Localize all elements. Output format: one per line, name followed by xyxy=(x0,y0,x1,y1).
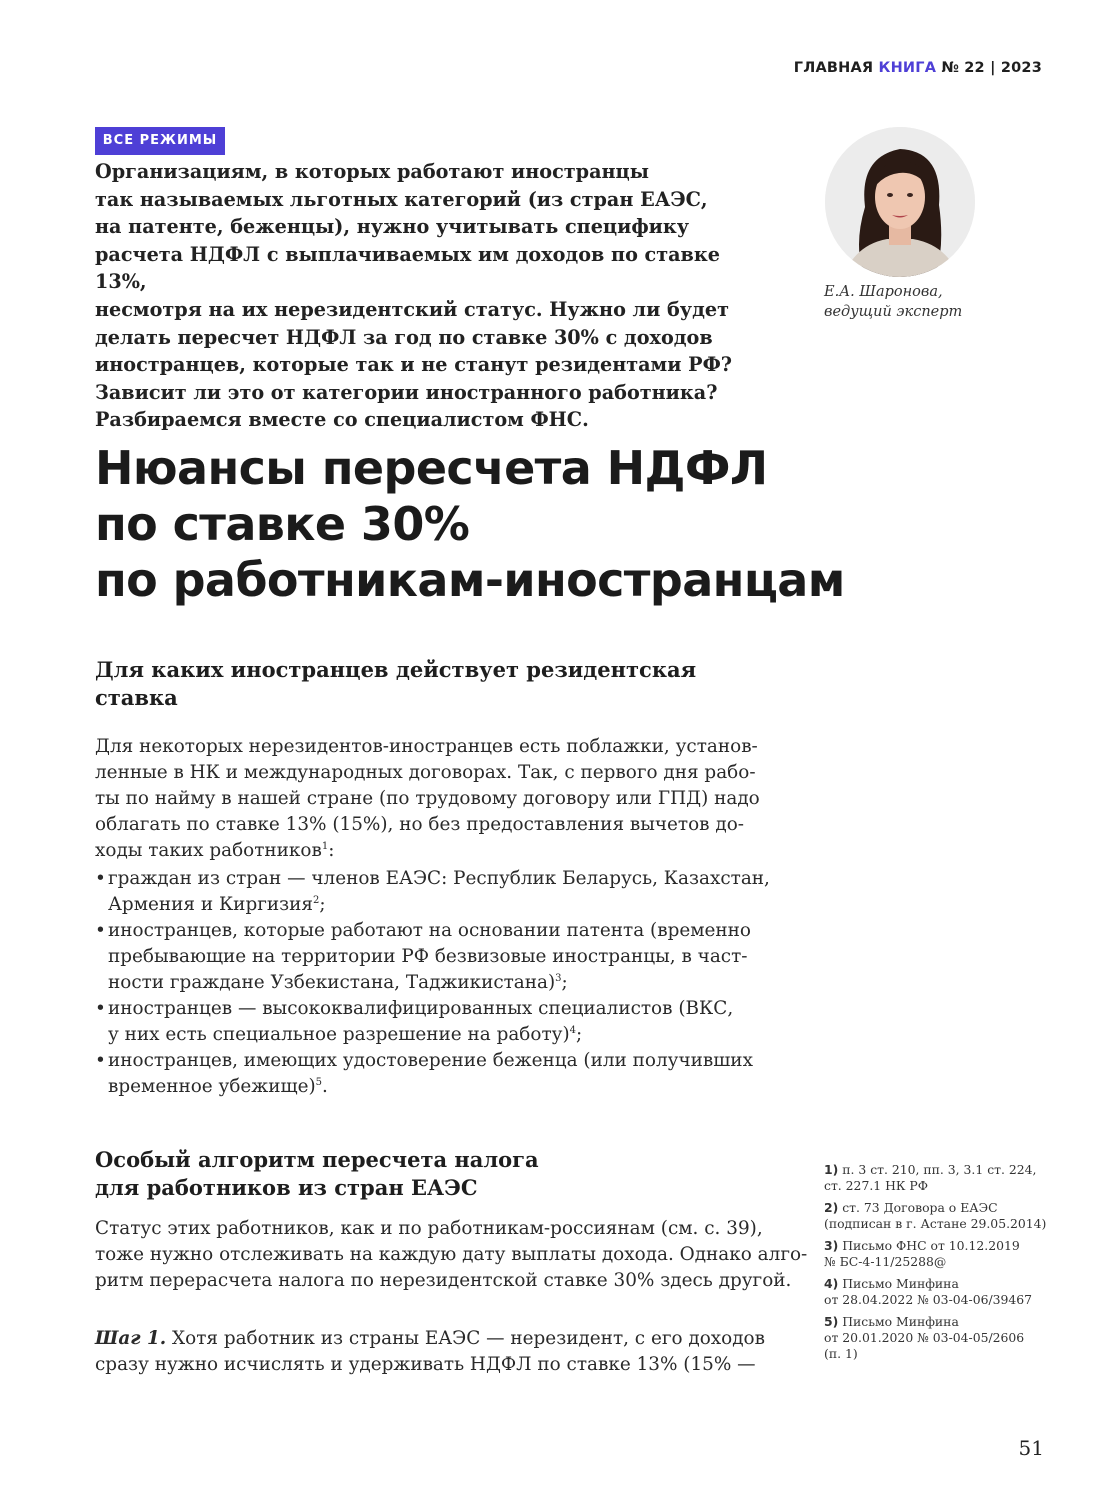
author-photo xyxy=(825,127,975,277)
text-fragment: п. 3 ст. 210, пп. 3, 3.1 ст. 224, xyxy=(838,1162,1037,1177)
text-line: (п. 1) xyxy=(824,1346,858,1361)
text-line: сразу нужно исчислять и удерживать НДФЛ по ставке 13% (15% — xyxy=(95,1354,756,1375)
step-paragraph xyxy=(95,1326,785,1378)
text-fragment: ности граждане Узбекистана, Таджикистана) xyxy=(108,972,556,993)
text-line: иностранцев — высококвалифицированных специалистов (ВКС, xyxy=(108,998,734,1019)
author-caption xyxy=(824,282,1024,322)
text-line: иностранцев, которые работают на основании патента (временно xyxy=(108,920,751,941)
punctuation: ; xyxy=(561,972,568,993)
lead-line: Разбираемся вместе со специалистом ФНС. xyxy=(95,408,589,432)
list-item xyxy=(95,1048,795,1100)
magazine-name-accent: КНИГА xyxy=(878,60,937,76)
lead-line: Организациям, в которых работают иностранцы xyxy=(95,160,649,183)
text-line xyxy=(824,1314,1064,1330)
bullet-icon: • xyxy=(95,868,106,889)
magazine-name: ГЛАВНАЯ xyxy=(793,60,874,76)
section-heading-residents xyxy=(95,656,795,712)
text-line: ты по найму в нашей стране (по трудовому договору или ГПД) надо xyxy=(95,788,760,809)
footnote-item xyxy=(824,1314,1064,1362)
text-fragment: временное убежище) xyxy=(108,1076,316,1097)
text-line: от 28.04.2022 № 03-04-06/39467 xyxy=(824,1292,1033,1307)
section2-paragraph xyxy=(95,1216,808,1294)
lead-line: делать пересчет НДФЛ за год по ставке 30% с доходов xyxy=(95,325,713,349)
lead-line: расчета НДФЛ с выплачиваемых им доходов по ставке 13%, xyxy=(95,242,720,294)
text-fragment: Армения и Киргизия xyxy=(108,894,313,915)
text-line xyxy=(108,970,795,996)
author-portrait-icon xyxy=(825,127,975,277)
text-line: ст. 227.1 НК РФ xyxy=(824,1178,929,1193)
punctuation: : xyxy=(328,840,335,861)
heading-line: ставка xyxy=(95,685,178,710)
footnote-item xyxy=(824,1200,1064,1232)
text-line xyxy=(824,1200,1064,1216)
text-line xyxy=(824,1276,1064,1292)
heading-line: Особый алгоритм пересчета налога xyxy=(95,1147,539,1172)
footnotes xyxy=(824,1162,1064,1368)
text-line xyxy=(824,1238,1064,1254)
footnote-number: 2) xyxy=(824,1200,839,1215)
lead-paragraph xyxy=(95,158,775,434)
author-role: ведущий эксперт xyxy=(824,304,963,320)
footnote-ref: 3 xyxy=(555,972,562,984)
footnote-number: 5) xyxy=(824,1314,839,1329)
text-line: граждан из стран — членов ЕАЭС: Республик Беларусь, Казахстан, xyxy=(108,868,770,889)
list-item xyxy=(95,918,795,996)
text-line xyxy=(95,1326,785,1352)
rubric-badge: ВСЕ РЕЖИМЫ xyxy=(95,127,225,155)
text-line: ритм перерасчета налога по нерезидентской ставке 30% здесь другой. xyxy=(95,1270,792,1291)
footnote-item xyxy=(824,1276,1064,1308)
lead-line: несмотря на их нерезидентский статус. Нужно ли будет xyxy=(95,297,729,321)
running-head xyxy=(794,60,1042,76)
article-title xyxy=(95,440,995,608)
text-fragment: Письмо ФНС от 10.12.2019 xyxy=(838,1238,1020,1253)
text-line xyxy=(824,1162,1064,1178)
footnote-item xyxy=(824,1162,1064,1194)
text-line xyxy=(108,1074,795,1100)
footnote-number: 1) xyxy=(824,1162,839,1177)
list-item xyxy=(95,996,795,1048)
text-line: (подписан в г. Астане 29.05.2014) xyxy=(824,1216,1047,1231)
footnote-number: 4) xyxy=(824,1276,839,1291)
text-line: пребывающие на территории РФ безвизовые иностранцы, в част- xyxy=(108,946,748,967)
section-heading-eaeu xyxy=(95,1146,795,1202)
text-line: тоже нужно отслеживать на каждую дату выплаты дохода. Однако алго- xyxy=(95,1244,808,1265)
footnote-number: 3) xyxy=(824,1238,839,1253)
page-number: 51 xyxy=(1018,1436,1044,1460)
text-fragment: ходы таких работников xyxy=(95,840,322,861)
text-line xyxy=(108,892,795,918)
punctuation: ; xyxy=(576,1024,583,1045)
text-fragment: у них есть специальное разрешение на работу) xyxy=(108,1024,570,1045)
bullet-icon: • xyxy=(95,920,106,941)
punctuation: . xyxy=(322,1076,328,1097)
list-item xyxy=(95,866,795,918)
step-label: Шаг 1. xyxy=(95,1328,167,1349)
issue-number: № 22 | 2023 xyxy=(941,60,1042,76)
text-line: № БС-4-11/25288@ xyxy=(824,1254,947,1269)
text-line: Для некоторых нерезидентов-иностранцев есть поблажки, установ- xyxy=(95,736,758,757)
foreigner-categories-list xyxy=(95,866,795,1100)
lead-line: так называемых льготных категорий (из стран ЕАЭС, xyxy=(95,187,708,211)
lead-line: на патенте, беженцы), нужно учитывать специфику xyxy=(95,215,689,239)
footnote-ref: 4 xyxy=(569,1024,576,1036)
text-line: облагать по ставке 13% (15%), но без предоставления вычетов до- xyxy=(95,814,744,835)
lead-line: иностранцев, которые так и не станут резидентами РФ? xyxy=(95,353,733,377)
footnote-item xyxy=(824,1238,1064,1270)
text-line: Статус этих работников, как и по работникам-россиянам (см. с. 39), xyxy=(95,1218,763,1239)
footnote-ref: 5 xyxy=(315,1076,322,1088)
punctuation: ; xyxy=(319,894,326,915)
heading-line: для работников из стран ЕАЭС xyxy=(95,1175,478,1200)
text-line: иностранцев, имеющих удостоверение беженца (или получивших xyxy=(108,1050,753,1071)
bullet-icon: • xyxy=(95,998,106,1019)
section1-paragraph xyxy=(95,734,785,864)
text-fragment: Хотя работник из страны ЕАЭС — нерезидент, с его доходов xyxy=(166,1328,765,1349)
text-fragment: Письмо Минфина xyxy=(838,1276,959,1291)
lead-line: Зависит ли это от категории иностранного работника? xyxy=(95,380,718,404)
bullet-icon: • xyxy=(95,1050,106,1071)
title-line: Нюансы пересчета НДФЛ xyxy=(95,441,768,495)
text-line: от 20.01.2020 № 03-04-05/2606 xyxy=(824,1330,1025,1345)
author-name: Е.А. Шаронова, xyxy=(824,284,943,300)
heading-line: Для каких иностранцев действует резидентская xyxy=(95,657,697,682)
footnote-ref: 1 xyxy=(321,840,329,852)
text-fragment: ст. 73 Договора о ЕАЭС xyxy=(838,1200,998,1215)
text-line xyxy=(108,1022,795,1048)
title-line: по ставке 30% xyxy=(95,497,470,551)
text-fragment: Письмо Минфина xyxy=(838,1314,959,1329)
title-line: по работникам-иностранцам xyxy=(95,553,845,607)
text-line xyxy=(95,838,785,864)
text-line: ленные в НК и международных договорах. Так, с первого дня рабо- xyxy=(95,762,756,783)
footnote-ref: 2 xyxy=(313,894,320,906)
